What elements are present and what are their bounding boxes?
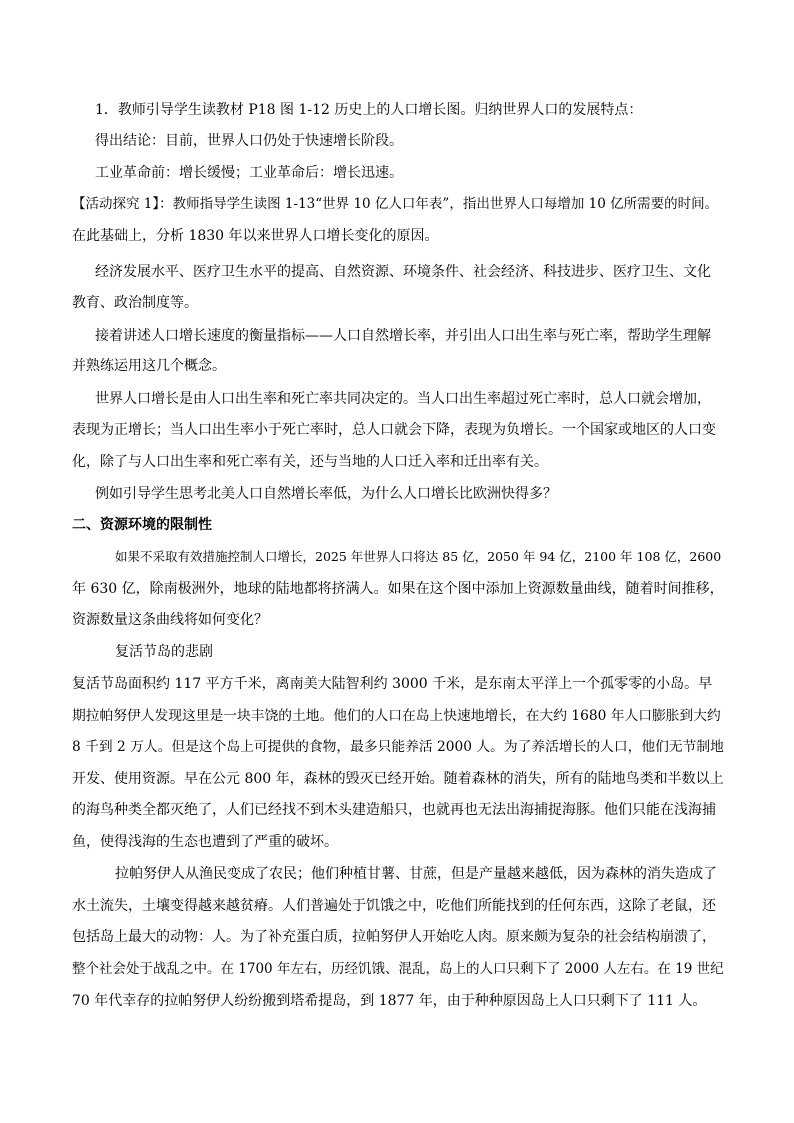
section-heading: 二、资源环境的限制性 — [72, 517, 212, 533]
paragraph-line: 包括岛上最大的动物：人。为了补充蛋白质，拉帕努伊人开始吃人肉。原来颇为复杂的社会结构崩溃了， — [72, 929, 716, 945]
paragraph-line: 的海鸟种类全都灭绝了，人们已经找不到木头建造船只，也就再也无法出海捕捉海豚。他们只能在浅海捕 — [72, 802, 716, 818]
paragraph-line: 例如引导学生思考北美人口自然增长率低，为什么人口增长比欧洲快得多？ — [95, 486, 557, 502]
paragraph-line: 开发、使用资源。早在公元 800 年，森林的毁灭已经开始。随着森林的消失，所有的陆地鸟类和半数以上 — [72, 771, 724, 787]
paragraph-line: 如果不采取有效措施控制人口增长，2025 年世界人口将达 85 亿，2050 年 94 亿，2100 年 108 亿，2600 — [115, 549, 722, 564]
paragraph-line: 拉帕努伊人从渔民变成了农民；他们种植甘薯、甘蔗，但是产量越来越低，因为森林的消失造成了 — [115, 866, 717, 882]
paragraph-line: 得出结论：目前，世界人口仍处于快速增长阶段。 — [95, 133, 403, 149]
paragraph-line: 年 630 亿，除南极洲外，地球的陆地都将挤满人。如果在这个图中添加上资源数量曲线，随着时间推移， — [72, 581, 724, 597]
paragraph-line: 世界人口增长是由人口出生率和死亡率共同决定的。当人口出生率超过死亡率时，总人口就会增加， — [95, 391, 711, 407]
paragraph-line: 1．教师引导学生读教材 P18 图 1-12 历史上的人口增长图。归纳世界人口的发展特点： — [95, 102, 643, 118]
paragraph-line: 并熟练运用这几个概念。 — [72, 358, 226, 374]
paragraph-line: 8 千到 2 万人。但是这个岛上可提供的食物，最多只能养活 2000 人。为了养活增长的人口，他们无节制地 — [72, 739, 724, 755]
paragraph-line: 资源数量这条曲线将如何变化？ — [72, 612, 268, 628]
paragraph-line: 接着讲述人口增长速度的衡量指标——人口自然增长率，并引出人口出生率与死亡率，帮助学生理解 — [95, 328, 711, 344]
paragraph-line: 化，除了与人口出生率和死亡率有关，还与当地的人口迁入率和迁出率有关。 — [72, 454, 548, 470]
subsection-title: 复活节岛的悲剧 — [115, 644, 213, 660]
paragraph-line: 工业革命前：增长缓慢；工业革命后：增长迅速。 — [95, 165, 403, 181]
paragraph-line: 经济发展水平、医疗卫生水平的提高、自然资源、环境条件、社会经济、科技进步、医疗卫生、文化 — [95, 264, 711, 280]
paragraph-line: 在此基础上，分析 1830 年以来世界人口增长变化的原因。 — [72, 228, 439, 244]
activity-heading-line: 【活动探究 1】：教师指导学生读图 1-13“世界 10 亿人口年表”，指出世界人口每增加 10 亿所需要的时间。 — [72, 196, 719, 212]
paragraph-line: 整个社会处于战乱之中。在 1700 年左右，历经饥饿、混乱，岛上的人口只剩下了 2000 人左右。在 19 世纪 — [72, 961, 724, 977]
paragraph-line: 期拉帕努伊人发现这里是一块丰饶的土地。他们的人口在岛上快速地增长，在大约 1680 年人口膨胀到大约 — [72, 708, 721, 724]
paragraph-line: 表现为正增长；当人口出生率小于死亡率时，总人口就会下降，表现为负增长。一个国家或地区的人口变 — [72, 422, 716, 438]
paragraph-line: 复活节岛面积约 117 平方千米，离南美大陆智利约 3000 千米，是东南太平洋上一个孤零零的小岛。早 — [72, 676, 713, 692]
paragraph-line: 鱼，使得浅海的生态也遭到了严重的破坏。 — [72, 834, 338, 850]
paragraph-line: 教育、政治制度等。 — [72, 295, 198, 311]
paragraph-line: 水土流失，土壤变得越来越贫瘠。人们普遍处于饥饿之中，吃他们所能找到的任何东西，这除了老鼠，还 — [72, 898, 716, 914]
paragraph-line: 70 年代幸存的拉帕努伊人纷纷搬到塔希提岛，到 1877 年，由于种种原因岛上人口只剩下了 111 人。 — [72, 993, 707, 1009]
